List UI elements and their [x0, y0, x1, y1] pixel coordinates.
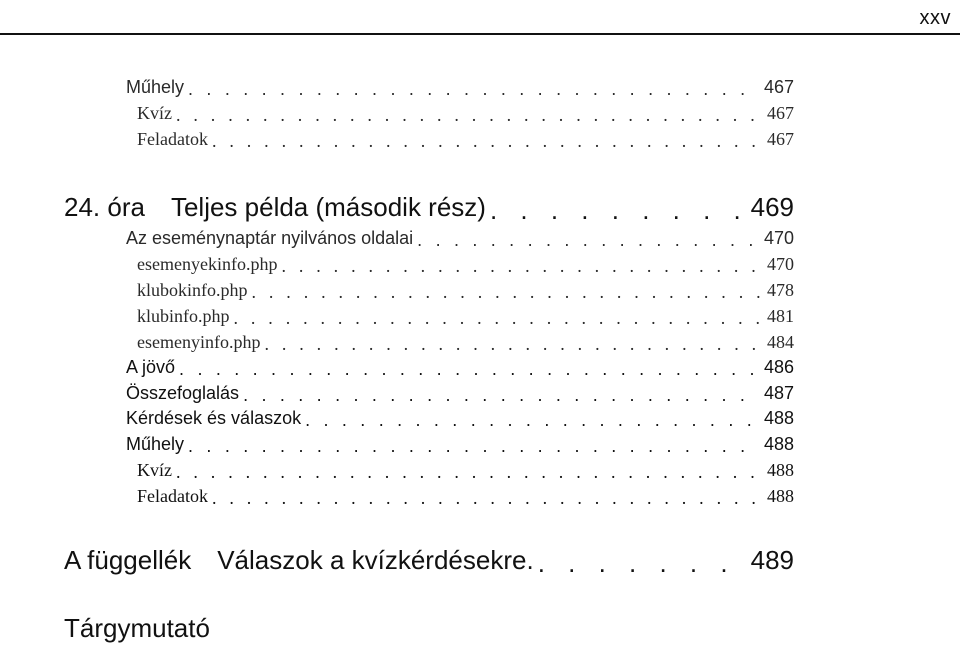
toc-leader	[417, 231, 760, 249]
toc-leader	[212, 132, 763, 150]
page-number: xxv	[919, 7, 951, 29]
toc-entry-title: Feladatok	[137, 129, 208, 149]
toc-leader	[188, 80, 760, 98]
toc-entry-a-jovo[interactable]	[126, 356, 794, 378]
appendix-title: Válaszok a kvízkérdésekre.	[217, 545, 534, 575]
chapter-label: 24. óra	[64, 192, 145, 222]
toc-leader	[538, 550, 749, 576]
toc-entry-title: esemenyekinfo.php	[137, 254, 278, 274]
toc-entry-feladatok-24[interactable]	[137, 485, 794, 507]
toc-appendix-a[interactable]	[64, 544, 794, 576]
toc-leader	[305, 411, 760, 429]
toc-entry-esemenyekinfo[interactable]	[137, 253, 794, 275]
toc-leader	[234, 309, 764, 327]
toc-leader	[179, 360, 760, 378]
toc-entry-title: Kérdések és válaszok	[126, 408, 302, 428]
toc-leader	[212, 489, 763, 507]
chapter-title: Teljes példa (második rész)	[170, 192, 486, 222]
toc-entry-page: 467	[767, 103, 794, 123]
toc-entry-page: 487	[763, 383, 794, 403]
toc-entry-page: 488	[763, 408, 794, 428]
toc-entry-muhely-24[interactable]	[126, 433, 794, 455]
toc-entry-title: esemenyinfo.php	[137, 332, 261, 352]
toc-entry-page: 488	[763, 434, 794, 454]
toc-leader	[176, 106, 763, 124]
toc-entry-title: klubinfo.php	[137, 306, 230, 326]
toc-entry-page: 488	[767, 486, 794, 506]
toc-entry-page: 470	[767, 254, 794, 274]
toc-entry-title: A jövő	[126, 357, 176, 377]
toc-entry-page: 467	[767, 129, 794, 149]
toc-leader	[188, 437, 760, 455]
toc-leader	[490, 197, 749, 223]
chapter-page: 469	[750, 192, 794, 222]
appendix-label: A függellék	[64, 545, 192, 575]
toc-entry-title: Kvíz	[137, 103, 172, 123]
toc-entry-page: 484	[767, 332, 794, 352]
toc-entry-kviz-24[interactable]	[137, 459, 794, 481]
toc-leader	[252, 283, 764, 301]
toc-entry-page: 470	[763, 228, 794, 248]
toc-entry-title: Műhely	[126, 77, 185, 97]
toc-entry-page: 467	[763, 77, 794, 97]
toc-entry-title: klubokinfo.php	[137, 280, 248, 300]
toc-entry-kviz[interactable]	[137, 102, 794, 124]
toc-entry-title: Feladatok	[137, 486, 208, 506]
toc-entry-klubokinfo[interactable]	[137, 279, 794, 301]
toc-entry-page: 486	[763, 357, 794, 377]
toc-entry-osszefoglalas[interactable]	[126, 382, 794, 404]
toc-entry-page: 478	[767, 280, 794, 300]
toc-leader	[176, 463, 763, 481]
toc-entry-page: 481	[767, 306, 794, 326]
toc-entry-kerdesek[interactable]	[126, 407, 794, 429]
toc-entry-esemenyinfo[interactable]	[137, 331, 794, 353]
toc-leader	[281, 257, 763, 275]
toc-leader	[264, 335, 763, 353]
toc-entry-feladatok[interactable]	[137, 128, 794, 150]
toc-entry-klubinfo[interactable]	[137, 305, 794, 327]
toc-entry-title: Összefoglalás	[126, 383, 240, 403]
toc-chapter-24[interactable]	[64, 191, 794, 223]
appendix-page: 489	[750, 545, 794, 575]
toc-entry-title: Kvíz	[137, 460, 172, 480]
toc-leader	[243, 386, 760, 404]
toc-entry-esemenynaptar[interactable]	[126, 227, 794, 249]
toc-entry-title: Az eseménynaptár nyilvános oldalai	[126, 228, 414, 248]
toc-entry-page: 488	[767, 460, 794, 480]
toc-index-title[interactable]: Tárgymutató	[64, 613, 210, 643]
toc-entry-muhely[interactable]	[126, 76, 794, 98]
toc-entry-title: Műhely	[126, 434, 185, 454]
